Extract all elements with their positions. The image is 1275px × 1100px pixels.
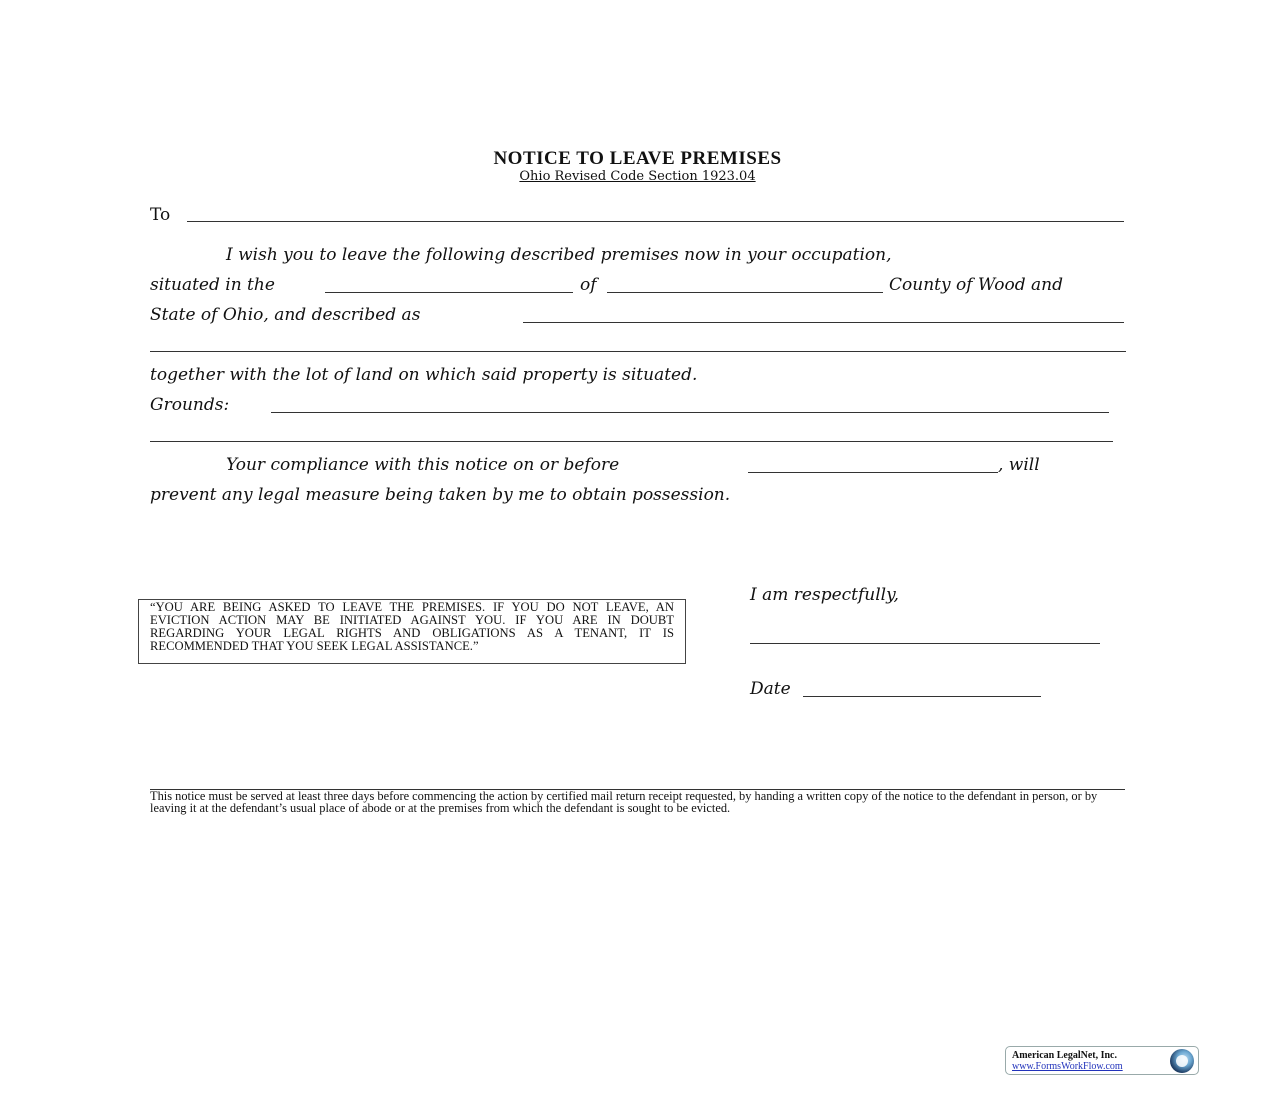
date-label: Date [750, 679, 791, 699]
document-title: NOTICE TO LEAVE PREMISES [493, 148, 782, 169]
logo-company-name: American LegalNet, Inc. [1012, 1050, 1117, 1061]
service-footnote: This notice must be served at least three days before commencing the action by certified mail return receipt requested, by handing a written copy of the notice to the defendant in person, or by leaving it at the defendant’s usual place of abode or at the premises from which the defendant is sought to be evicted. [150, 789, 1098, 815]
deadline-date-blank-field[interactable] [748, 472, 998, 473]
to-blank-field[interactable] [187, 221, 1124, 222]
logo-url-link[interactable]: www.FormsWorkFlow.com [1012, 1061, 1123, 1072]
document-subtitle [0, 169, 1275, 184]
closing-text: I am respectfully, [750, 585, 899, 605]
grounds-blank-field-2[interactable] [150, 441, 1113, 442]
para2-will-text: , will [998, 455, 1040, 475]
grounds-label: Grounds: [150, 395, 230, 415]
municipality-type-blank-field[interactable] [325, 292, 573, 293]
to-label: To [150, 205, 171, 225]
municipality-name-blank-field[interactable] [607, 292, 883, 293]
para2-line2: prevent any legal measure being taken by me to obtain possession. [150, 485, 731, 505]
grounds-blank-field-1[interactable] [271, 412, 1109, 413]
signature-date-blank-field[interactable] [803, 696, 1041, 697]
para1-county-label: County of Wood and [889, 275, 1063, 295]
para1-situated-label: situated in the [150, 275, 275, 295]
description-blank-field-2[interactable] [150, 351, 1126, 352]
tenant-warning-box: “YOU ARE BEING ASKED TO LEAVE THE PREMISES. IF YOU DO NOT LEAVE, AN EVICTION ACTION MAY BE INITIATED AGAINST YOU. IF YOU ARE IN DOUBT REGARDING YOUR LEGAL RIGHTS AND OBLIGATIONS AS A TENANT, IT IS RECOMMENDED THAT YOU SEEK LEGAL ASSISTANCE.” [138, 599, 686, 664]
para1-state-label: State of Ohio, and described as [150, 305, 421, 325]
para1-of-label: of [580, 275, 597, 295]
para1-line1: I wish you to leave the following described premises now in your occupation, [226, 245, 892, 265]
para2-compliance-text: Your compliance with this notice on or before [226, 455, 620, 475]
para1-lot-text: together with the lot of land on which said property is situated. [150, 365, 698, 385]
signature-blank-field[interactable] [750, 643, 1100, 644]
code-section-reference: Ohio Revised Code Section 1923.04 [519, 169, 756, 184]
american-legalnet-logo[interactable] [1005, 1046, 1199, 1075]
description-blank-field-1[interactable] [523, 322, 1124, 323]
globe-icon [1170, 1049, 1194, 1073]
